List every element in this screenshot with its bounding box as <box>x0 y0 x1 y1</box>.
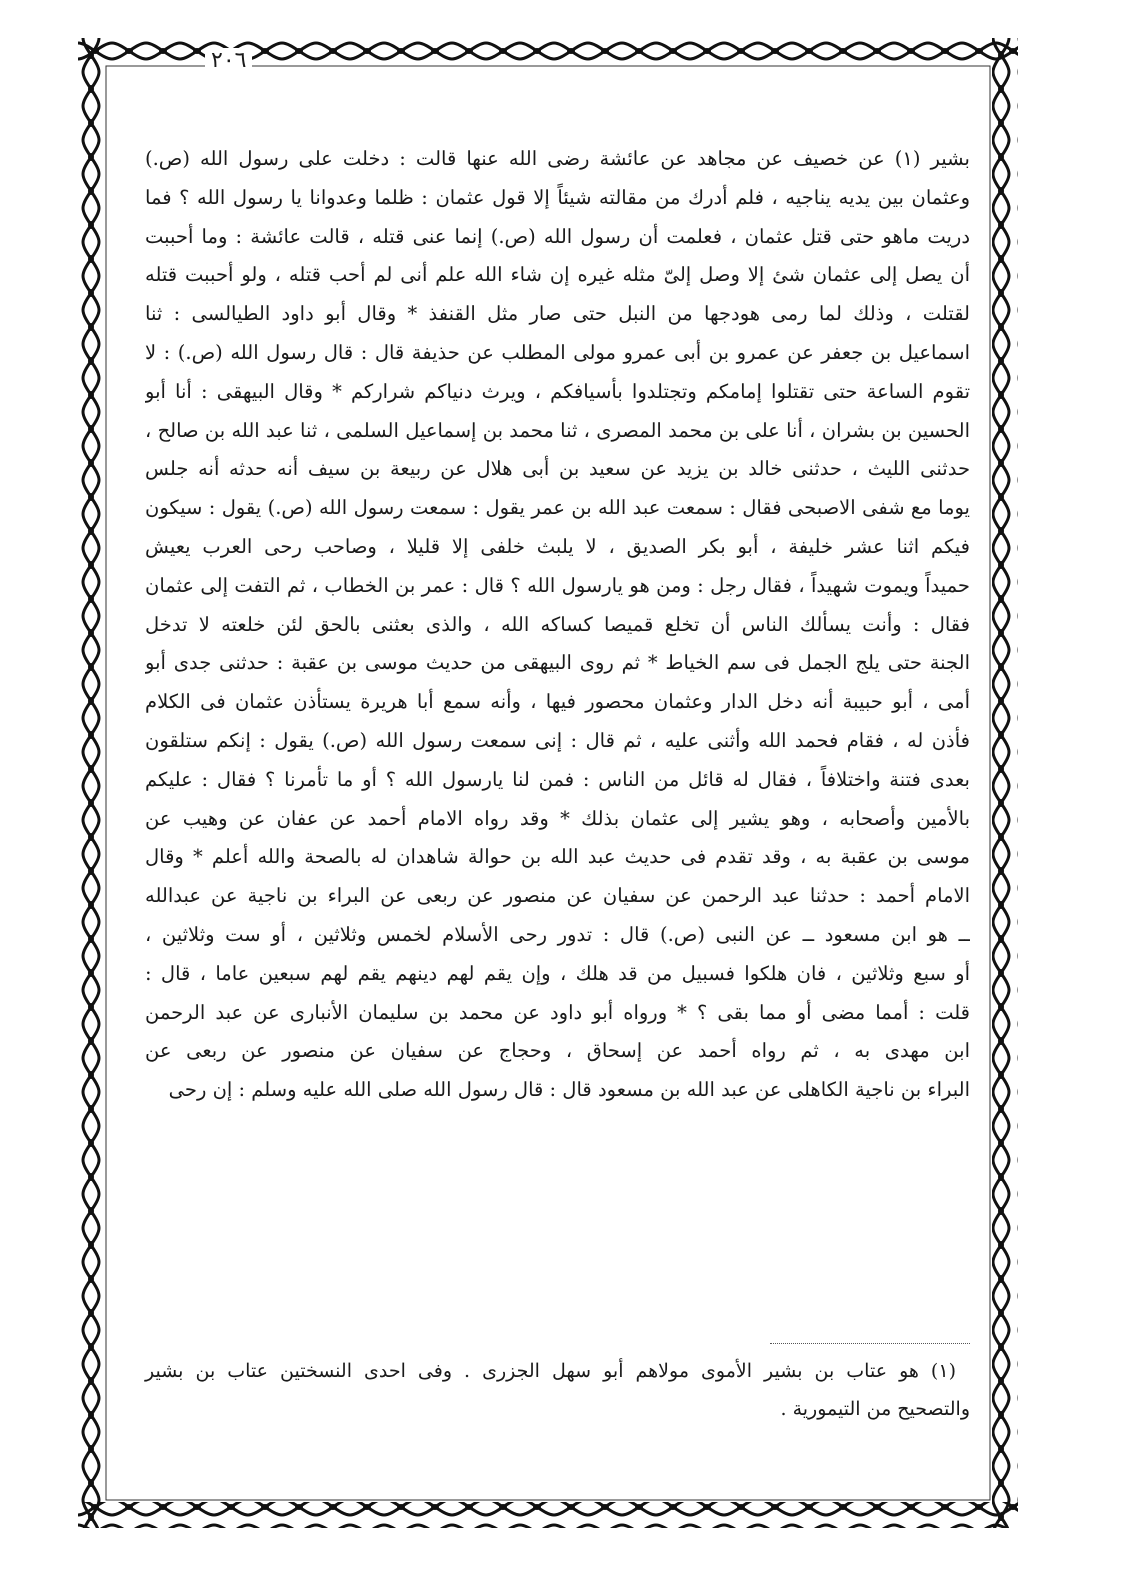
text-line: أن يصل إلى عثمان شئ إلا وصل إلىّ مثله غيره إن شاء الله علم أنى لم أحب قتله ، ولو أحببت قتله <box>145 263 970 287</box>
text-line: بشير (١) عن خصيف عن مجاهد عن عائشة رضى الله عنها قالت : دخلت على رسول الله (ص.) <box>145 147 970 170</box>
text-line: حدثنى الليث ، حدثنى خالد بن يزيد عن سعيد بن أبى هلال عن ربيعة بن سيف أنه حدثه أنه جلس <box>145 457 970 481</box>
text-line: ابن مهدى به ، ثم رواه أحمد عن إسحاق ، وحجاج عن سفيان عن منصور عن ربعى عن <box>145 1039 970 1063</box>
text-line: حميداً ويموت شهيداً ، فقال رجل : ومن هو يارسول الله ؟ قال : عمر بن الخطاب ، ثم التفت إلى عثمان <box>145 573 970 597</box>
footnote-line: (١) هو عتاب بن بشير الأموى مولاهم أبو سهل الجزرى . وفى احدى النسختين عتاب بن بشير <box>145 1360 956 1382</box>
text-line: اسماعيل بن جعفر عن عمرو بن أبى عمرو مولى المطلب عن حذيفة قال : قال رسول الله (ص.) : لا <box>145 340 970 364</box>
text-line: فيكم اثنا عشر خليفة ، أبو بكر الصديق ، لا يلبث خلفى إلا قليلا ، وصاحب رحى العرب يعيش <box>145 534 970 558</box>
text-line: بعدى فتنة واختلافاً ، فقال له قائل من الناس : فمن لنا يارسول الله ؟ أو ما تأمرنا ؟ فقال : عليكم <box>145 767 970 791</box>
text-line: الحسين بن بشران ، أنا على بن محمد المصرى ، ثنا محمد بن إسماعيل السلمى ، ثنا عبد الله بن صالح ، <box>145 418 970 442</box>
text-line: لقتلت ، وذلك لما رمى هودجها من النبل حتى صار مثل القنفذ * وقال أبو داود الطيالسى : ثنا <box>145 302 970 326</box>
text-line: موسى بن عقبة به ، وقد تقدم فى حديث عبد الله بن حوالة شاهدان له بالصحة والله أعلم * وقال <box>145 845 970 869</box>
text-line: يوما مع شفى الاصبحى فقال : سمعت عبد الله بن عمر يقول : سمعت رسول الله (ص.) يقول : سيكون <box>145 496 970 520</box>
text-line: الامام أحمد : حدثنا عبد الرحمن عن سفيان عن منصور عن ربعى عن البراء بن ناجية عن عبدالله <box>145 884 970 908</box>
footnotes <box>145 1352 970 1428</box>
text-line: تقوم الساعة حتى تقتلوا إمامكم وتجتلدوا بأسيافكم ، ويرث دنياكم شراركم * وقال البيهقى : أنا أبو <box>145 379 970 403</box>
text-line: فقال : وأنت يسألك الناس أن تخلع قميصا كساكه الله ، والذى بعثنى بالحق لئن خلعته لا تدخل <box>145 612 970 636</box>
footnote-line: والتصحيح من التيمورية . <box>780 1398 970 1420</box>
text-line: ــ هو ابن مسعود ــ عن النبى (ص.) قال : تدور رحى الأسلام لخمس وثلاثين ، أو ست وثلاثين ، <box>145 922 970 946</box>
text-line: فأذن له ، فقام فحمد الله وأثنى عليه ، ثم قال : إنى سمعت رسول الله (ص.) يقول : إنكم ستلقون <box>145 728 970 752</box>
text-line: أمى ، أبو حبيبة أنه دخل الدار وعثمان محصور فيها ، وأنه سمع أبا هريرة يستأذن عثمان فى الكلام <box>145 690 970 714</box>
text-line: أو سبع وثلاثين ، فان هلكوا فسبيل من قد هلك ، وإن يقم لهم دينهم يقم لهم سبعين عاما ، قال : <box>145 961 970 985</box>
main-text <box>145 140 970 1110</box>
text-line: الجنة حتى يلج الجمل فى سم الخياط * ثم روى البيهقى من حديث موسى بن عقبة : حدثنى جدى أبو <box>145 651 970 675</box>
footnote-divider <box>770 1343 970 1344</box>
page-number: ٢٠٦ <box>205 48 252 73</box>
text-line: البراء بن ناجية الكاهلى عن عبد الله بن مسعود قال : قال رسول الله صلى الله عليه وسلم : إن رحى <box>168 1078 970 1102</box>
text-line: وعثمان بين يديه يناجيه ، فلم أدرك من مقالته شيئاً إلا قول عثمان : ظلما وعدوانا يا رسول الله ؟ فما <box>145 185 970 209</box>
text-line: دريت ماهو حتى قتل عثمان ، فعلمت أن رسول الله (ص.) إنما عنى قتله ، قالت عائشة : وما أحببت <box>145 224 970 248</box>
text-line: قلت : أمما مضى أو مما بقى ؟ * ورواه أبو داود عن محمد بن سليمان الأنبارى عن عبد الرحمن <box>145 1000 970 1024</box>
text-line: بالأمين وأصحابه ، وهو يشير إلى عثمان بذلك * وقد رواه الامام أحمد عن عفان عن وهيب عن <box>145 806 970 830</box>
